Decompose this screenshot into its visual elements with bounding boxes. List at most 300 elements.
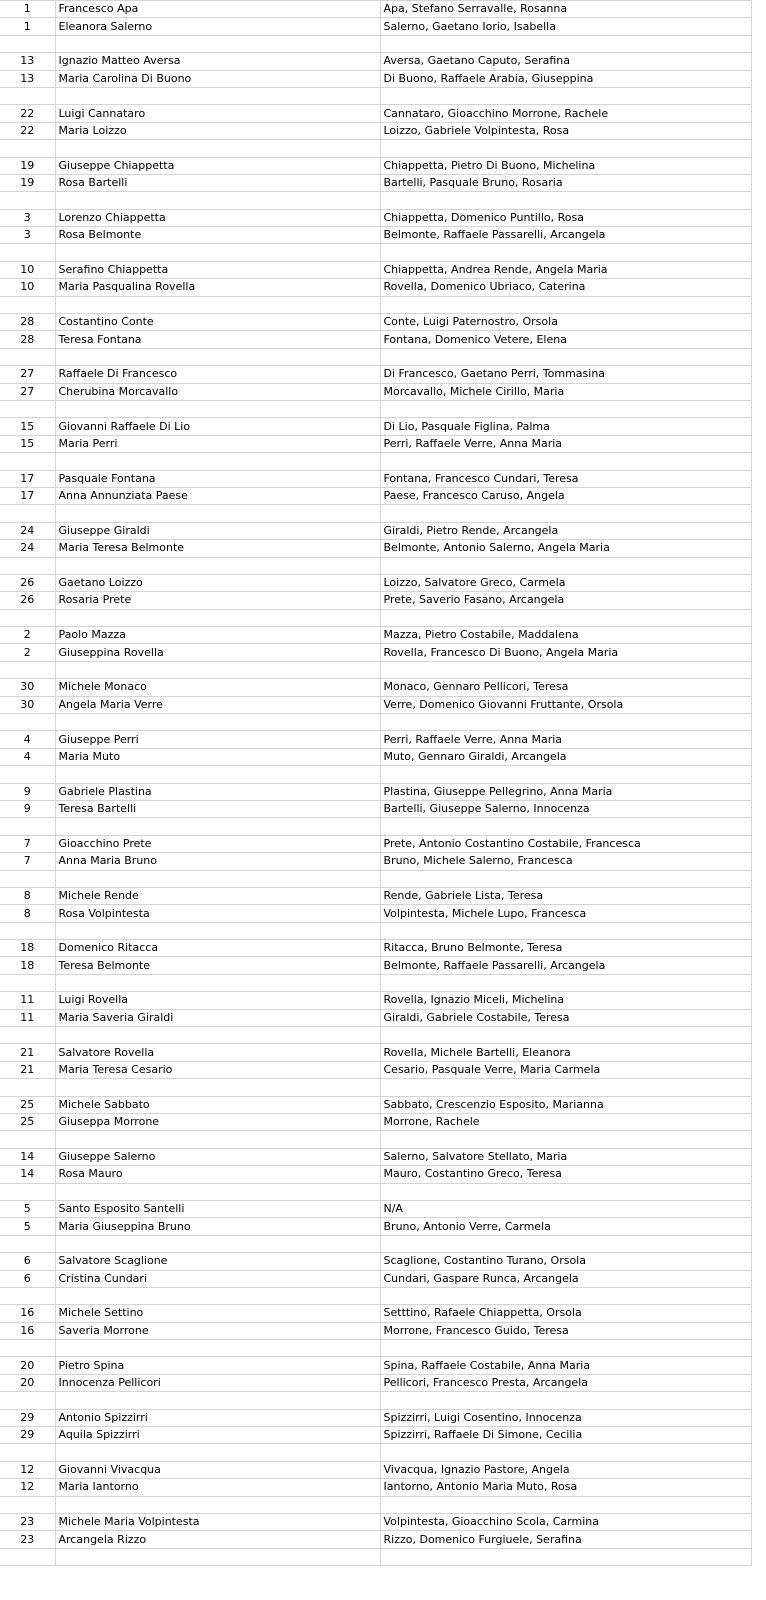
couple-number-cell[interactable]: 8	[0, 887, 55, 904]
person-name-cell[interactable]	[55, 1027, 380, 1044]
couple-number-cell[interactable]: 28	[0, 314, 55, 331]
couple-number-cell[interactable]: 17	[0, 470, 55, 487]
table-row	[0, 435, 751, 452]
parents-cell[interactable]	[380, 1496, 751, 1513]
table-row	[0, 748, 751, 765]
parents-cell[interactable]: Belmonte, Raffaele Passarelli, Arcangela	[380, 227, 751, 244]
couple-number-cell[interactable]	[0, 1496, 55, 1513]
couple-number-cell[interactable]: 7	[0, 853, 55, 870]
couple-number-cell[interactable]: 18	[0, 957, 55, 974]
couple-number-cell[interactable]: 5	[0, 1218, 55, 1235]
person-name-cell[interactable]: Rosa Mauro	[55, 1166, 380, 1183]
parents-cell[interactable]: Mauro, Costantino Greco, Teresa	[380, 1166, 751, 1183]
couple-number-cell[interactable]	[0, 922, 55, 939]
person-name-cell[interactable]: Aquila Spizzirri	[55, 1427, 380, 1444]
parents-cell[interactable]	[380, 1287, 751, 1304]
table-row	[0, 348, 751, 365]
couple-number-cell[interactable]: 18	[0, 940, 55, 957]
couple-number-cell[interactable]	[0, 1183, 55, 1200]
couple-number-cell[interactable]	[0, 609, 55, 626]
person-name-cell[interactable]: Francesco Apa	[55, 1, 380, 18]
couple-number-cell[interactable]: 12	[0, 1461, 55, 1478]
couple-number-cell[interactable]: 11	[0, 992, 55, 1009]
table-row	[0, 818, 751, 835]
parents-cell[interactable]: Ritacca, Bruno Belmonte, Teresa	[380, 940, 751, 957]
couple-number-cell[interactable]	[0, 714, 55, 731]
table-row	[0, 314, 751, 331]
parents-cell[interactable]	[380, 244, 751, 261]
couple-number-cell[interactable]: 14	[0, 1148, 55, 1165]
parents-cell[interactable]: Rovella, Ignazio Miceli, Michelina	[380, 992, 751, 1009]
person-name-cell[interactable]: Maria Giuseppina Bruno	[55, 1218, 380, 1235]
couple-number-cell[interactable]: 4	[0, 731, 55, 748]
couple-number-cell[interactable]: 4	[0, 748, 55, 765]
table-row	[0, 1166, 751, 1183]
person-name-cell[interactable]: Giuseppe Chiappetta	[55, 157, 380, 174]
parents-cell[interactable]: Bartelli, Giuseppe Salerno, Innocenza	[380, 800, 751, 817]
couple-number-cell[interactable]	[0, 557, 55, 574]
person-name-cell[interactable]: Innocenza Pellicori	[55, 1374, 380, 1391]
parents-cell[interactable]	[380, 35, 751, 52]
parents-cell[interactable]: N/A	[380, 1200, 751, 1217]
person-name-cell[interactable]	[55, 1079, 380, 1096]
person-name-cell[interactable]: Gabriele Plastina	[55, 783, 380, 800]
person-name-cell[interactable]: Giuseppe Giraldi	[55, 522, 380, 539]
couple-number-cell[interactable]: 10	[0, 279, 55, 296]
parents-cell[interactable]: Vivacqua, Ignazio Pastore, Angela	[380, 1461, 751, 1478]
person-name-cell[interactable]	[55, 505, 380, 522]
couple-number-cell[interactable]: 21	[0, 1061, 55, 1078]
person-name-cell[interactable]	[55, 140, 380, 157]
parents-cell[interactable]: Plastina, Giuseppe Pellegrino, Anna Maria	[380, 783, 751, 800]
parents-cell[interactable]: Morrone, Rachele	[380, 1114, 751, 1131]
parents-cell[interactable]: Pellicori, Francesco Presta, Arcangela	[380, 1374, 751, 1391]
table-row	[0, 296, 751, 313]
couple-number-cell[interactable]: 6	[0, 1253, 55, 1270]
person-name-cell[interactable]: Maria Teresa Cesario	[55, 1061, 380, 1078]
person-name-cell[interactable]	[55, 1392, 380, 1409]
person-name-cell[interactable]: Luigi Rovella	[55, 992, 380, 1009]
parents-cell[interactable]: Di Lio, Pasquale Figlina, Palma	[380, 418, 751, 435]
couple-number-cell[interactable]: 22	[0, 105, 55, 122]
parents-cell[interactable]: Morrone, Francesco Guido, Teresa	[380, 1322, 751, 1339]
person-name-cell[interactable]: Angela Maria Verre	[55, 696, 380, 713]
couple-number-cell[interactable]: 25	[0, 1096, 55, 1113]
parents-cell[interactable]	[380, 661, 751, 678]
couple-number-cell[interactable]	[0, 35, 55, 52]
table-row	[0, 174, 751, 191]
parents-cell[interactable]: Loizzo, Gabriele Volpintesta, Rosa	[380, 122, 751, 139]
parents-cell[interactable]: Volpintesta, Michele Lupo, Francesca	[380, 905, 751, 922]
parents-cell[interactable]	[380, 1548, 751, 1565]
parents-cell[interactable]	[380, 1131, 751, 1148]
person-name-cell[interactable]	[55, 714, 380, 731]
couple-number-cell[interactable]: 9	[0, 783, 55, 800]
person-name-cell[interactable]: Luigi Cannataro	[55, 105, 380, 122]
couple-number-cell[interactable]: 12	[0, 1479, 55, 1496]
parents-cell[interactable]: Rizzo, Domenico Furgiuele, Serafina	[380, 1531, 751, 1548]
parents-cell[interactable]	[380, 557, 751, 574]
table-row	[0, 87, 751, 104]
person-name-cell[interactable]: Pasquale Fontana	[55, 470, 380, 487]
parents-cell[interactable]: Apa, Stefano Serravalle, Rosanna	[380, 1, 751, 18]
parents-cell[interactable]: Chiappetta, Pietro Di Buono, Michelina	[380, 157, 751, 174]
couple-number-cell[interactable]	[0, 870, 55, 887]
person-name-cell[interactable]	[55, 1444, 380, 1461]
person-name-cell[interactable]: Pietro Spina	[55, 1357, 380, 1374]
couple-number-cell[interactable]	[0, 1235, 55, 1252]
couple-number-cell[interactable]: 1	[0, 1, 55, 18]
couple-number-cell[interactable]: 14	[0, 1166, 55, 1183]
person-name-cell[interactable]	[55, 35, 380, 52]
parents-cell[interactable]: Iantorno, Antonio Maria Muto, Rosa	[380, 1479, 751, 1496]
couple-number-cell[interactable]	[0, 1444, 55, 1461]
couple-number-cell[interactable]	[0, 296, 55, 313]
person-name-cell[interactable]: Michele Rende	[55, 887, 380, 904]
parents-cell[interactable]	[380, 1079, 751, 1096]
person-name-cell[interactable]: Raffaele Di Francesco	[55, 366, 380, 383]
parents-cell[interactable]: Perri, Raffaele Verre, Anna Maria	[380, 731, 751, 748]
person-name-cell[interactable]: Anna Maria Bruno	[55, 853, 380, 870]
person-name-cell[interactable]: Salvatore Scaglione	[55, 1253, 380, 1270]
parents-cell[interactable]	[380, 1444, 751, 1461]
couple-number-cell[interactable]: 13	[0, 53, 55, 70]
person-name-cell[interactable]	[55, 609, 380, 626]
table-row	[0, 209, 751, 226]
person-name-cell[interactable]: Cristina Cundari	[55, 1270, 380, 1287]
parents-cell[interactable]: Salerno, Salvatore Stellato, Maria	[380, 1148, 751, 1165]
parents-cell[interactable]: Mazza, Pietro Costabile, Maddalena	[380, 627, 751, 644]
person-name-cell[interactable]	[55, 1496, 380, 1513]
parents-cell[interactable]: Cundari, Gaspare Runca, Arcangela	[380, 1270, 751, 1287]
person-name-cell[interactable]	[55, 661, 380, 678]
couple-number-cell[interactable]	[0, 974, 55, 991]
person-name-cell[interactable]: Maria Carolina Di Buono	[55, 70, 380, 87]
couple-number-cell[interactable]: 10	[0, 261, 55, 278]
couple-number-cell[interactable]: 20	[0, 1374, 55, 1391]
couple-number-cell[interactable]: 24	[0, 540, 55, 557]
parents-cell[interactable]	[380, 818, 751, 835]
couple-number-cell[interactable]: 26	[0, 592, 55, 609]
parents-cell[interactable]	[380, 505, 751, 522]
person-name-cell[interactable]: Maria Teresa Belmonte	[55, 540, 380, 557]
couple-number-cell[interactable]: 22	[0, 122, 55, 139]
parents-cell[interactable]: Spizzirri, Luigi Cosentino, Innocenza	[380, 1409, 751, 1426]
couple-number-cell[interactable]	[0, 140, 55, 157]
couple-number-cell[interactable]: 2	[0, 627, 55, 644]
couple-number-cell[interactable]	[0, 1340, 55, 1357]
parents-cell[interactable]	[380, 1235, 751, 1252]
parents-cell[interactable]: Fontana, Francesco Cundari, Teresa	[380, 470, 751, 487]
couple-number-cell[interactable]: 13	[0, 70, 55, 87]
parents-cell[interactable]: Rovella, Michele Bartelli, Eleanora	[380, 1044, 751, 1061]
person-name-cell[interactable]	[55, 557, 380, 574]
parents-cell[interactable]: Giraldi, Gabriele Costabile, Teresa	[380, 1009, 751, 1026]
person-name-cell[interactable]	[55, 1340, 380, 1357]
person-name-cell[interactable]: Michele Sabbato	[55, 1096, 380, 1113]
parents-cell[interactable]: Paese, Francesco Caruso, Angela	[380, 487, 751, 504]
person-name-cell[interactable]: Gaetano Loizzo	[55, 574, 380, 591]
parents-cell[interactable]	[380, 1392, 751, 1409]
parents-cell[interactable]: Volpintesta, Gioacchino Scola, Carmina	[380, 1513, 751, 1530]
couple-number-cell[interactable]: 23	[0, 1513, 55, 1530]
parents-cell[interactable]: Muto, Gennaro Giraldi, Arcangela	[380, 748, 751, 765]
person-name-cell[interactable]: Salvatore Rovella	[55, 1044, 380, 1061]
couple-number-cell[interactable]	[0, 192, 55, 209]
table-row	[0, 140, 751, 157]
person-name-cell[interactable]: Michele Monaco	[55, 679, 380, 696]
parents-cell[interactable]: Cannataro, Gioacchino Morrone, Rachele	[380, 105, 751, 122]
couple-number-cell[interactable]	[0, 244, 55, 261]
parents-cell[interactable]: Spina, Raffaele Costabile, Anna Maria	[380, 1357, 751, 1374]
table-row	[0, 1409, 751, 1426]
person-name-cell[interactable]	[55, 1131, 380, 1148]
parents-cell[interactable]: Prete, Antonio Costantino Costabile, Francesca	[380, 835, 751, 852]
person-name-cell[interactable]: Costantino Conte	[55, 314, 380, 331]
parents-cell[interactable]: Prete, Saverio Fasano, Arcangela	[380, 592, 751, 609]
person-name-cell[interactable]: Rosaria Prete	[55, 592, 380, 609]
person-name-cell[interactable]: Rosa Belmonte	[55, 227, 380, 244]
couple-number-cell[interactable]: 3	[0, 209, 55, 226]
person-name-cell[interactable]	[55, 922, 380, 939]
table-row	[0, 1513, 751, 1530]
person-name-cell[interactable]	[55, 1183, 380, 1200]
parents-cell[interactable]: Bruno, Antonio Verre, Carmela	[380, 1218, 751, 1235]
person-name-cell[interactable]	[55, 87, 380, 104]
table-row	[0, 331, 751, 348]
person-name-cell[interactable]: Giovanni Vivacqua	[55, 1461, 380, 1478]
person-name-cell[interactable]: Maria Iantorno	[55, 1479, 380, 1496]
parents-cell[interactable]	[380, 922, 751, 939]
couple-number-cell[interactable]: 30	[0, 696, 55, 713]
parents-cell[interactable]	[380, 87, 751, 104]
couple-number-cell[interactable]: 27	[0, 366, 55, 383]
person-name-cell[interactable]: Giuseppina Rovella	[55, 644, 380, 661]
couple-number-cell[interactable]: 16	[0, 1305, 55, 1322]
couple-number-cell[interactable]: 15	[0, 418, 55, 435]
couple-number-cell[interactable]	[0, 87, 55, 104]
parents-cell[interactable]: Salerno, Gaetano Iorio, Isabella	[380, 18, 751, 35]
couple-number-cell[interactable]: 1	[0, 18, 55, 35]
person-name-cell[interactable]: Teresa Bartelli	[55, 800, 380, 817]
couple-number-cell[interactable]	[0, 1548, 55, 1565]
parents-cell[interactable]: Morcavallo, Michele Cirillo, Maria	[380, 383, 751, 400]
table-row	[0, 1427, 751, 1444]
parents-cell[interactable]: Bartelli, Pasquale Bruno, Rosaria	[380, 174, 751, 191]
couple-number-cell[interactable]	[0, 1287, 55, 1304]
couple-number-cell[interactable]: 29	[0, 1409, 55, 1426]
couple-number-cell[interactable]: 20	[0, 1357, 55, 1374]
person-name-cell[interactable]: Maria Saveria Giraldi	[55, 1009, 380, 1026]
parents-cell[interactable]: Giraldi, Pietro Rende, Arcangela	[380, 522, 751, 539]
person-name-cell[interactable]: Michele Settino	[55, 1305, 380, 1322]
person-name-cell[interactable]: Santo Esposito Santelli	[55, 1200, 380, 1217]
parents-cell[interactable]	[380, 609, 751, 626]
parents-cell[interactable]	[380, 1027, 751, 1044]
table-row	[0, 505, 751, 522]
person-name-cell[interactable]	[55, 766, 380, 783]
parents-cell[interactable]: Aversa, Gaetano Caputo, Serafina	[380, 53, 751, 70]
table-row	[0, 1357, 751, 1374]
person-name-cell[interactable]	[55, 1287, 380, 1304]
parents-cell[interactable]: Scaglione, Costantino Turano, Orsola	[380, 1253, 751, 1270]
person-name-cell[interactable]	[55, 1548, 380, 1565]
parents-cell[interactable]	[380, 453, 751, 470]
table-row	[0, 800, 751, 817]
person-name-cell[interactable]: Paolo Mazza	[55, 627, 380, 644]
person-name-cell[interactable]	[55, 1235, 380, 1252]
parents-cell[interactable]: Loizzo, Salvatore Greco, Carmela	[380, 574, 751, 591]
couple-number-cell[interactable]: 7	[0, 835, 55, 852]
person-name-cell[interactable]: Maria Pasqualina Rovella	[55, 279, 380, 296]
parents-cell[interactable]: Rovella, Francesco Di Buono, Angela Maria	[380, 644, 751, 661]
couple-number-cell[interactable]: 23	[0, 1531, 55, 1548]
parents-cell[interactable]	[380, 1183, 751, 1200]
couple-number-cell[interactable]	[0, 766, 55, 783]
person-name-cell[interactable]	[55, 192, 380, 209]
table-row	[0, 679, 751, 696]
couple-number-cell[interactable]: 11	[0, 1009, 55, 1026]
couple-number-cell[interactable]: 26	[0, 574, 55, 591]
person-name-cell[interactable]: Eleanora Salerno	[55, 18, 380, 35]
table-row	[0, 261, 751, 278]
table-row	[0, 992, 751, 1009]
person-name-cell[interactable]: Ignazio Matteo Aversa	[55, 53, 380, 70]
person-name-cell[interactable]: Gioacchino Prete	[55, 835, 380, 852]
parents-cell[interactable]: Verre, Domenico Giovanni Fruttante, Orsola	[380, 696, 751, 713]
couple-number-cell[interactable]: 24	[0, 522, 55, 539]
parents-cell[interactable]: Chiappetta, Domenico Puntillo, Rosa	[380, 209, 751, 226]
person-name-cell[interactable]	[55, 818, 380, 835]
parents-cell[interactable]	[380, 1340, 751, 1357]
parents-cell[interactable]: Perri, Raffaele Verre, Anna Maria	[380, 435, 751, 452]
parents-cell[interactable]: Rovella, Domenico Ubriaco, Caterina	[380, 279, 751, 296]
couple-number-cell[interactable]: 19	[0, 174, 55, 191]
person-name-cell[interactable]	[55, 453, 380, 470]
couple-number-cell[interactable]: 6	[0, 1270, 55, 1287]
couple-number-cell[interactable]	[0, 661, 55, 678]
couple-number-cell[interactable]	[0, 453, 55, 470]
person-name-cell[interactable]: Rosa Volpintesta	[55, 905, 380, 922]
couple-number-cell[interactable]	[0, 400, 55, 417]
parents-cell[interactable]	[380, 296, 751, 313]
couple-number-cell[interactable]	[0, 505, 55, 522]
person-name-cell[interactable]: Cherubina Morcavallo	[55, 383, 380, 400]
person-name-cell[interactable]: Maria Muto	[55, 748, 380, 765]
parents-cell[interactable]: Conte, Luigi Paternostro, Orsola	[380, 314, 751, 331]
couple-number-cell[interactable]: 28	[0, 331, 55, 348]
parents-cell[interactable]: Belmonte, Antonio Salerno, Angela Maria	[380, 540, 751, 557]
person-name-cell[interactable]: Giuseppa Morrone	[55, 1114, 380, 1131]
person-name-cell[interactable]: Michele Maria Volpintesta	[55, 1513, 380, 1530]
parents-cell[interactable]	[380, 192, 751, 209]
parents-cell[interactable]: Rende, Gabriele Lista, Teresa	[380, 887, 751, 904]
table-row	[0, 922, 751, 939]
couple-number-cell[interactable]: 29	[0, 1427, 55, 1444]
couple-number-cell[interactable]	[0, 1131, 55, 1148]
parents-cell[interactable]: Di Buono, Raffaele Arabia, Giuseppina	[380, 70, 751, 87]
table-row	[0, 1270, 751, 1287]
parents-cell[interactable]: Setttino, Rafaele Chiappetta, Orsola	[380, 1305, 751, 1322]
couple-number-cell[interactable]: 17	[0, 487, 55, 504]
person-name-cell[interactable]	[55, 244, 380, 261]
person-name-cell[interactable]	[55, 348, 380, 365]
table-row	[0, 1079, 751, 1096]
parents-cell[interactable]: Spizzirri, Raffaele Di Simone, Cecilia	[380, 1427, 751, 1444]
parents-cell[interactable]: Chiappetta, Andrea Rende, Angela Maria	[380, 261, 751, 278]
parents-cell[interactable]	[380, 870, 751, 887]
couple-number-cell[interactable]: 2	[0, 644, 55, 661]
person-name-cell[interactable]: Domenico Ritacca	[55, 940, 380, 957]
couple-number-cell[interactable]	[0, 1027, 55, 1044]
person-name-cell[interactable]: Giuseppe Perri	[55, 731, 380, 748]
table-row	[0, 609, 751, 626]
person-name-cell[interactable]: Teresa Belmonte	[55, 957, 380, 974]
person-name-cell[interactable]	[55, 870, 380, 887]
person-name-cell[interactable]: Anna Annunziata Paese	[55, 487, 380, 504]
person-name-cell[interactable]: Maria Perri	[55, 435, 380, 452]
person-name-cell[interactable]: Lorenzo Chiappetta	[55, 209, 380, 226]
person-name-cell[interactable]: Saveria Morrone	[55, 1322, 380, 1339]
couple-number-cell[interactable]: 30	[0, 679, 55, 696]
person-name-cell[interactable]	[55, 974, 380, 991]
couple-number-cell[interactable]: 15	[0, 435, 55, 452]
parents-cell[interactable]: Bruno, Michele Salerno, Francesca	[380, 853, 751, 870]
person-name-cell[interactable]: Maria Loizzo	[55, 122, 380, 139]
table-row	[0, 18, 751, 35]
parents-cell[interactable]	[380, 400, 751, 417]
table-row	[0, 453, 751, 470]
couple-number-cell[interactable]: 5	[0, 1200, 55, 1217]
couple-number-cell[interactable]: 9	[0, 800, 55, 817]
parents-cell[interactable]	[380, 348, 751, 365]
parents-cell[interactable]: Sabbato, Crescenzio Esposito, Marianna	[380, 1096, 751, 1113]
couple-number-cell[interactable]: 25	[0, 1114, 55, 1131]
parents-cell[interactable]	[380, 140, 751, 157]
couple-number-cell[interactable]: 19	[0, 157, 55, 174]
table-row	[0, 714, 751, 731]
couple-number-cell[interactable]: 21	[0, 1044, 55, 1061]
person-name-cell[interactable]: Antonio Spizzirri	[55, 1409, 380, 1426]
couple-number-cell[interactable]: 27	[0, 383, 55, 400]
parents-cell[interactable]	[380, 974, 751, 991]
parents-cell[interactable]	[380, 714, 751, 731]
couple-number-cell[interactable]	[0, 348, 55, 365]
person-name-cell[interactable]: Rosa Bartelli	[55, 174, 380, 191]
parents-cell[interactable]	[380, 766, 751, 783]
person-name-cell[interactable]: Serafino Chiappetta	[55, 261, 380, 278]
person-name-cell[interactable]: Giuseppe Salerno	[55, 1148, 380, 1165]
table-row	[0, 974, 751, 991]
person-name-cell[interactable]: Giovanni Raffaele Di Lio	[55, 418, 380, 435]
couple-number-cell[interactable]	[0, 1392, 55, 1409]
person-name-cell[interactable]: Teresa Fontana	[55, 331, 380, 348]
parents-cell[interactable]: Fontana, Domenico Vetere, Elena	[380, 331, 751, 348]
person-name-cell[interactable]	[55, 296, 380, 313]
couple-number-cell[interactable]	[0, 818, 55, 835]
person-name-cell[interactable]: Arcangela Rizzo	[55, 1531, 380, 1548]
couple-number-cell[interactable]: 3	[0, 227, 55, 244]
parents-cell[interactable]: Monaco, Gennaro Pellicori, Teresa	[380, 679, 751, 696]
parents-cell[interactable]: Belmonte, Raffaele Passarelli, Arcangela	[380, 957, 751, 974]
couple-number-cell[interactable]: 16	[0, 1322, 55, 1339]
parents-cell[interactable]: Cesario, Pasquale Verre, Maria Carmela	[380, 1061, 751, 1078]
table-row	[0, 70, 751, 87]
parents-cell[interactable]: Di Francesco, Gaetano Perri, Tommasina	[380, 366, 751, 383]
couple-number-cell[interactable]: 8	[0, 905, 55, 922]
couple-number-cell[interactable]	[0, 1079, 55, 1096]
person-name-cell[interactable]	[55, 400, 380, 417]
